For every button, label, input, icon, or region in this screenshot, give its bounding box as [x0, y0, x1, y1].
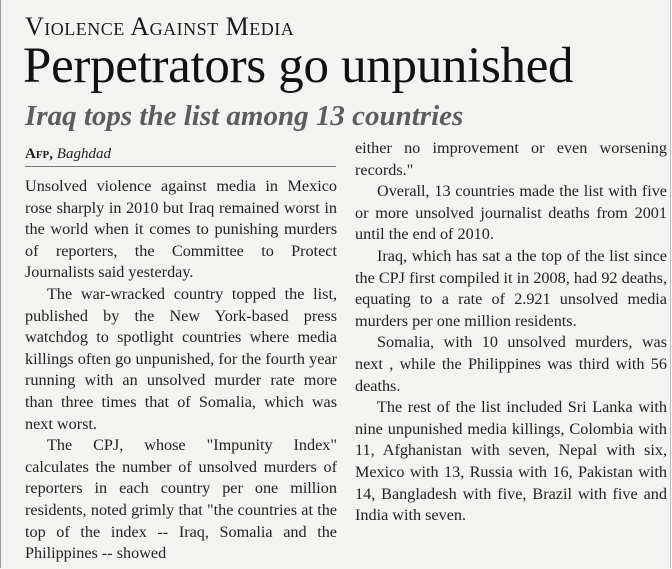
article-column-2 [355, 138, 667, 527]
paragraph: Iraq, which has sat a the top of the list since the CPJ first compiled it in 2008, had 92 deaths, equating to a rate of 2.921 unsolved media murders per one million residents. [355, 246, 667, 330]
subheadline: Iraq tops the list among 13 countries [25, 100, 464, 132]
paragraph: The CPJ, whose "Impunity Index" calculates the number of unsolved murders of reporters in each country per one million residents, noted grimly that "the countries at the top of the index -- Iraq, Somalia and the Philippines -- showed [25, 436, 337, 563]
headline: Perpetrators go unpunished [23, 38, 574, 94]
paragraph: The war-wracked country topped the list, published by the New York-based press watchdog to spotlight countries where media killings often go unpunished, for the fourth year running with an unsolved murder rate more than three times that of Somalia, which was next worst. [25, 284, 337, 433]
section-kicker: Violence Against Media [25, 12, 295, 41]
paragraph: Unsolved violence against media in Mexico rose sharply in 2010 but Iraq remained worst in the world when it comes to punishing murders of reporters, the Committee to Protect Journalists said yesterday. [25, 177, 337, 282]
paragraph: either no improvement or even worsening records." [355, 139, 667, 179]
byline-divider [25, 166, 336, 167]
paragraph: Somalia, with 10 unsolved murders, was next , while the Philippines was third with 56 deaths. [355, 333, 667, 395]
paragraph: The rest of the list included Sri Lanka with nine unpunished media killings, Colombia with 11, Afghanistan with seven, Nepal with six, Mexico with 13, Russia with 16, Pakistan with 14, Bangladesh with five, Brazil with five and India with seven. [355, 398, 667, 525]
byline [25, 145, 111, 163]
article-column-1 [25, 176, 337, 565]
paragraph: Overall, 13 countries made the list with five or more unsolved journalist deaths from 2001 until the end of 2010. [355, 182, 667, 244]
byline-dateline: Baghdad [56, 146, 111, 162]
byline-agency: Afp, [25, 146, 54, 162]
